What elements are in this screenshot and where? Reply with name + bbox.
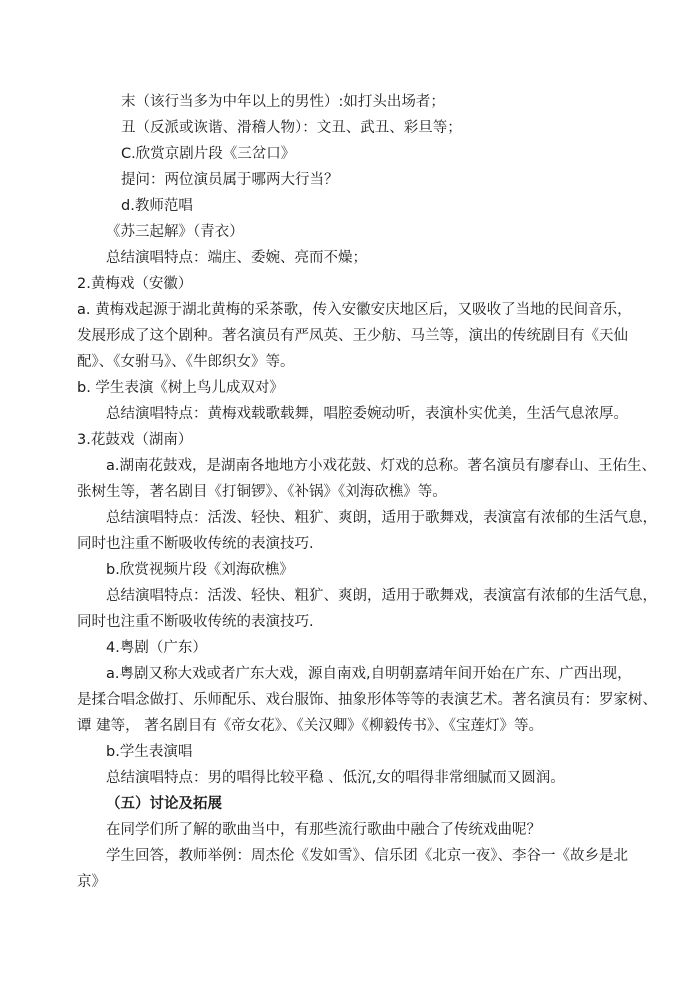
- text-line: 总结演唱特点：端庄、委婉、亮而不燥；: [106, 250, 367, 266]
- text-line: 谭 建等， 著名剧目有《帝女花》、《关汉卿》《柳毅传书》、《宝莲灯》等。: [77, 718, 543, 734]
- text-line: 总结演唱特点：男的唱得比较平稳 、低沉,女的唱得非常细腻而又圆润。: [106, 770, 565, 786]
- text-line: 丑（反派或诙谐、滑稽人物）：文丑、武丑、彩旦等；: [121, 120, 462, 136]
- text-line: C.欣赏京剧片段《三岔口》: [121, 146, 296, 162]
- text-line: 总结演唱特点：黄梅戏载歌载舞，唱腔委婉动听，表演朴实优美，生活气息浓厚。: [106, 406, 628, 422]
- text-line: b. 学生表演《树上鸟儿成双对》: [77, 380, 284, 396]
- section-heading: （五）讨论及拓展: [106, 796, 222, 812]
- section-heading: 4.粤剧（广东）: [106, 640, 207, 656]
- text-line: 同时也注重不断吸收传统的表演技巧.: [77, 614, 314, 630]
- text-line: 在同学们所了解的歌曲当中，有那些流行歌曲中融合了传统戏曲呢？: [106, 822, 541, 838]
- text-line: 《苏三起解》（青衣）: [106, 224, 244, 240]
- text-line: 是揉合唱念做打、乐师配乐、戏台服饰、抽象形体等等的表演艺术。著名演员有：罗家树、: [77, 692, 657, 708]
- text-line: 总结演唱特点：活泼、轻快、粗犷、爽朗，适用于歌舞戏，表演富有浓郁的生活气息，: [106, 588, 657, 604]
- text-line: a. 黄梅戏起源于湖北黄梅的采茶歌，传入安徽安庆地区后，又吸收了当地的民间音乐，: [77, 302, 632, 318]
- text-line: d.教师范唱: [121, 198, 193, 214]
- text-line: a.湖南花鼓戏，是湖南各地地方小戏花鼓、灯戏的总称。著名演员有廖春山、王佑生、: [106, 458, 656, 474]
- text-line: 发展形成了这个剧种。著名演员有严凤英、王少舫、马兰等，演出的传统剧目有《天仙: [77, 328, 628, 344]
- text-line: 同时也注重不断吸收传统的表演技巧.: [77, 536, 314, 552]
- text-line: a.粤剧又称大戏或者广东大戏，源自南戏,自明朝嘉靖年间开始在广东、广西出现，: [106, 666, 632, 682]
- text-line: b.欣赏视频片段《刘海砍樵》: [106, 562, 294, 578]
- text-line: 总结演唱特点：活泼、轻快、粗犷、爽朗，适用于歌舞戏，表演富有浓郁的生活气息，: [106, 510, 657, 526]
- text-line: 张树生等，著名剧目《打铜锣》、《补锅》《刘海砍樵》等。: [77, 484, 447, 500]
- text-line: 学生回答，教师举例：周杰伦《发如雪》、信乐团《北京一夜》、李谷一《故乡是北: [106, 848, 628, 864]
- text-line: 配》、《女驸马》、《牛郎织女》等。: [77, 354, 295, 370]
- text-line: 提问：两位演员属于哪两大行当？: [121, 172, 339, 188]
- section-heading: 3.花鼓戏（湖南）: [77, 432, 193, 448]
- text-line: 末（该行当多为中年以上的男性）:如打头出场者；: [121, 94, 445, 110]
- text-line: 京》: [77, 874, 106, 890]
- text-line: b.学生表演唱: [106, 744, 193, 760]
- section-heading: 2.黄梅戏（安徽）: [77, 276, 193, 292]
